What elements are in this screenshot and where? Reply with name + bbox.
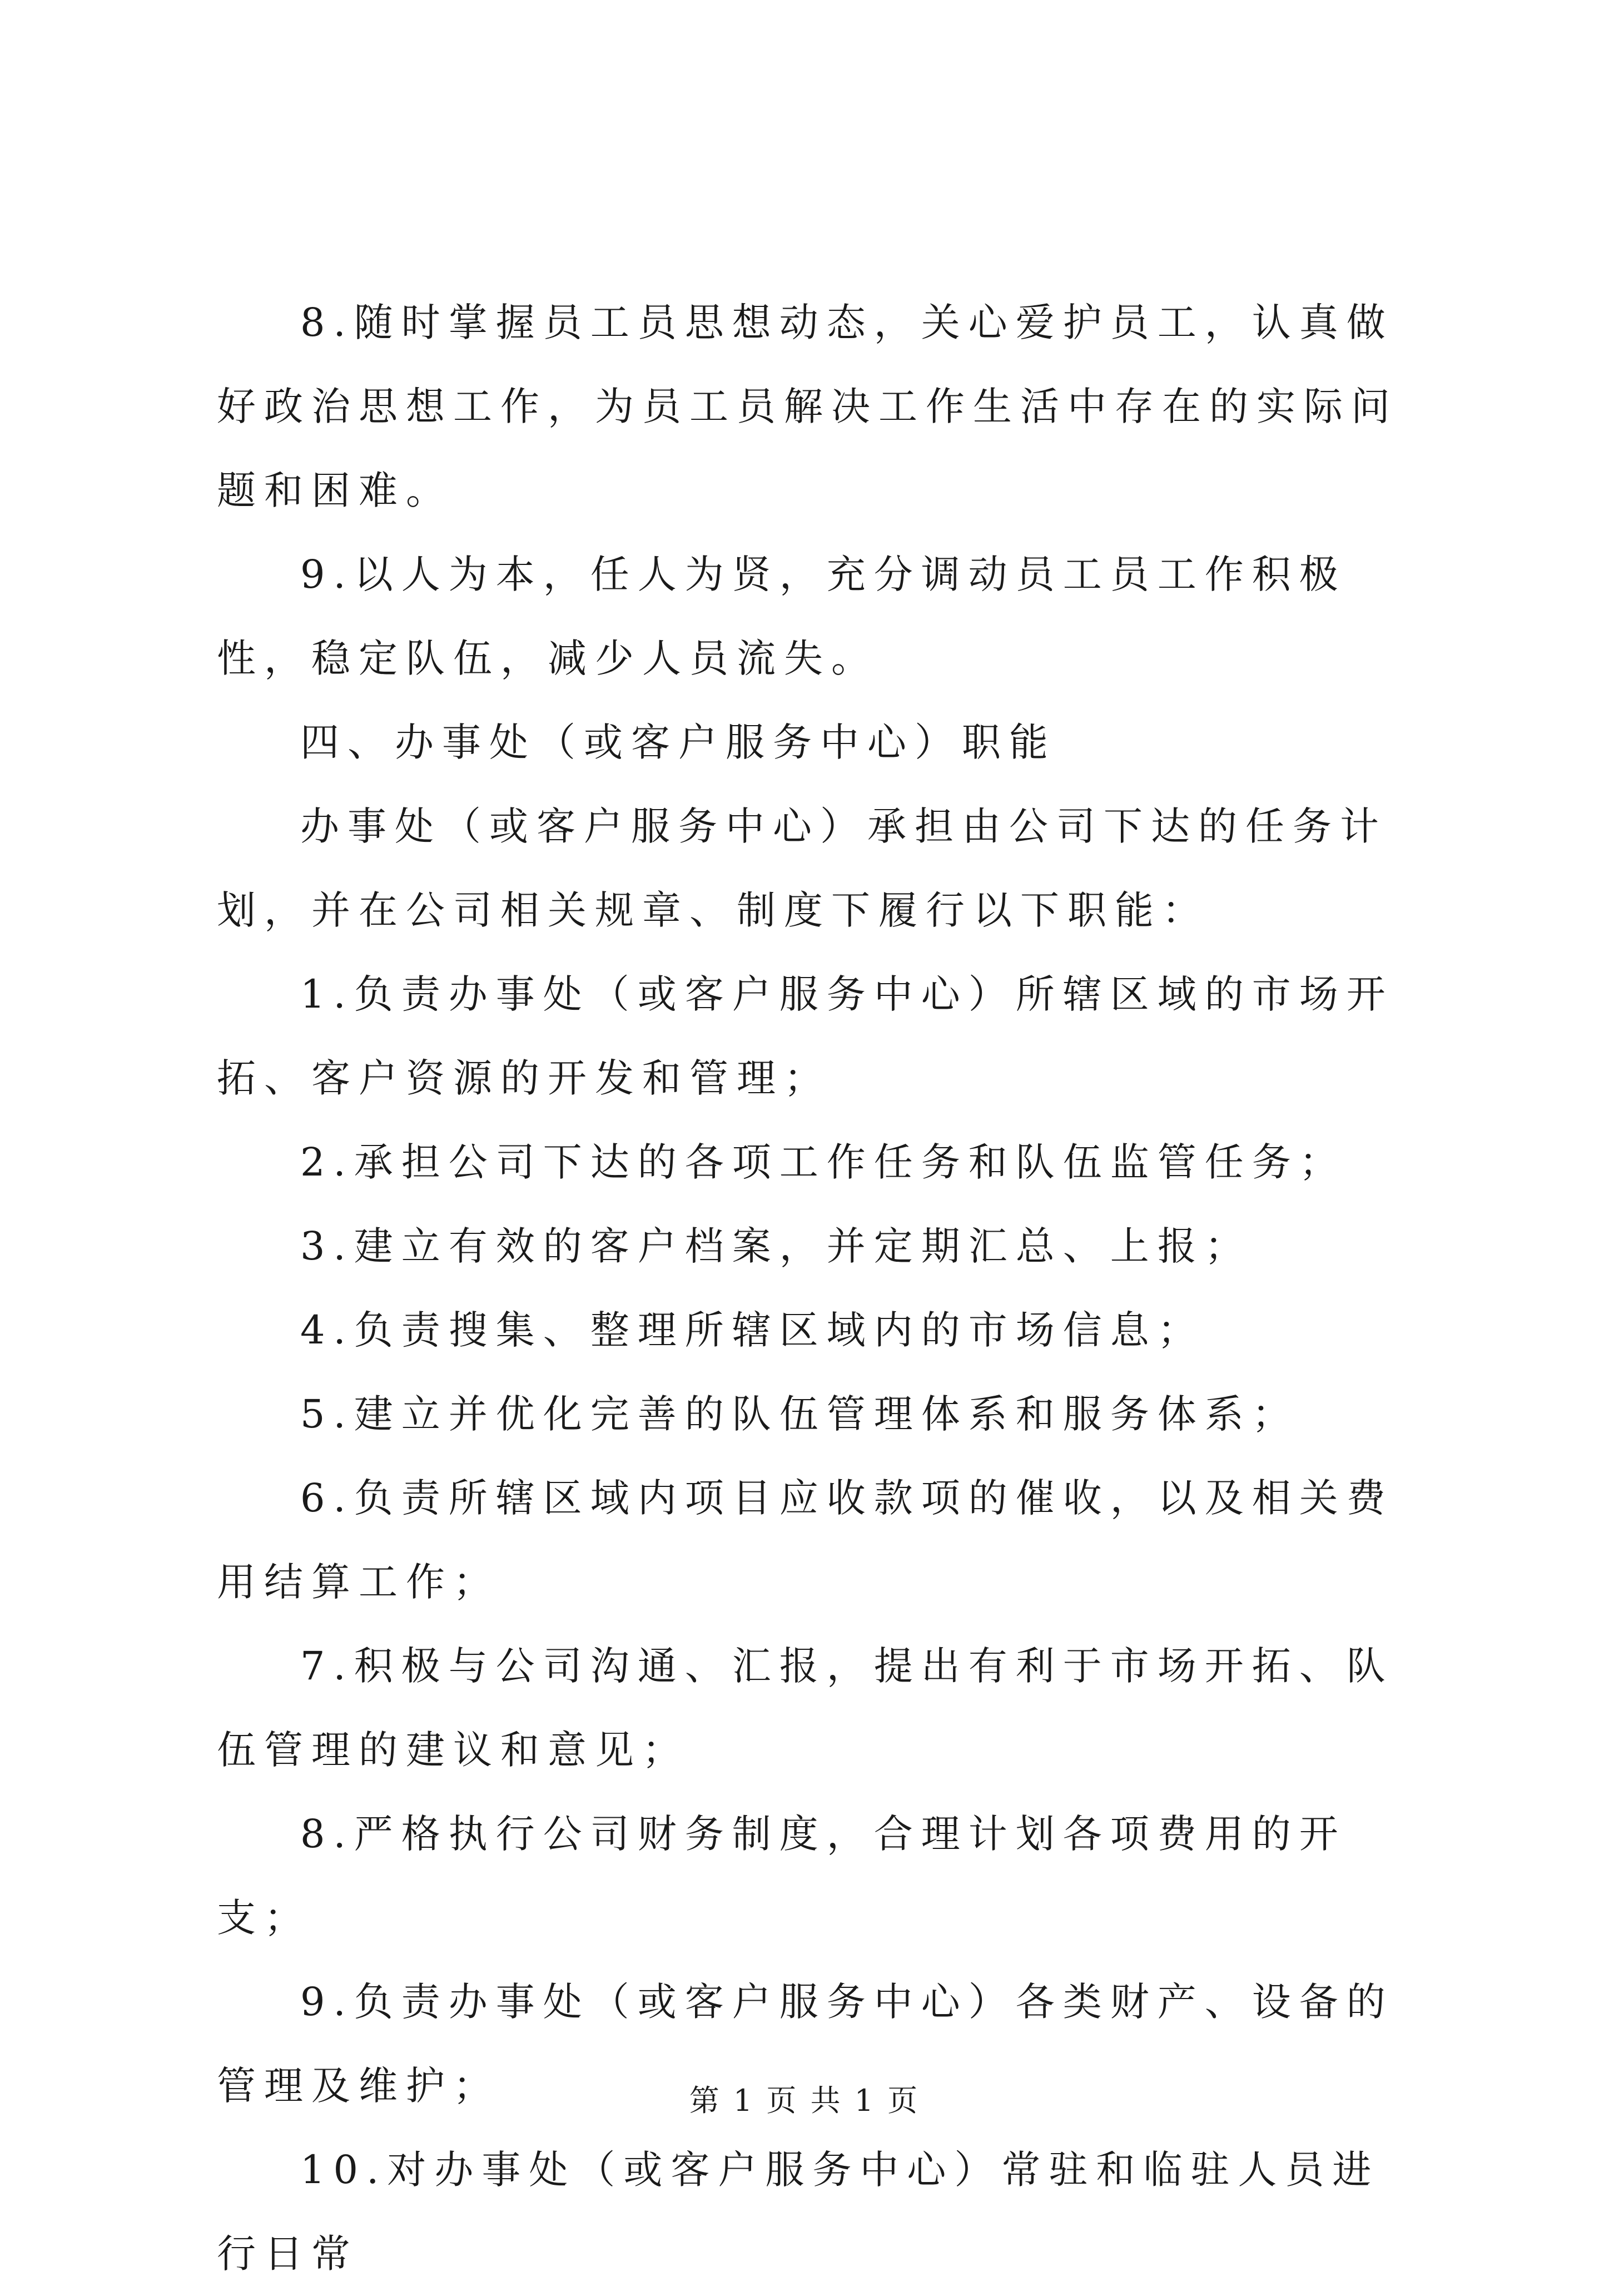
list-item-4: 4.负责搜集、整理所辖区域内的市场信息； (300, 1307, 1205, 1353)
paragraph-9-people-oriented: 9.以人为本，任人为贤，充分调动员工员工作积极性，稳定队伍，减少人员流失。 (217, 552, 1347, 681)
list-item-2: 2.承担公司下达的各项工作任务和队伍监管任务； (300, 1139, 1347, 1185)
list-item-5: 5.建立并优化完善的队伍管理体系和服务体系； (300, 1391, 1299, 1437)
paragraph-8-staff-care: 8.随时掌握员工员思想动态，关心爱护员工，认真做好政治思想工作，为员工员解决工作生活中存在的实际问题和困难。 (217, 300, 1398, 513)
list-item-6: 6.负责所辖区域内项目应收款项的催收，以及相关费用结算工作； (217, 1475, 1394, 1605)
list-item-8: 8.严格执行公司财务制度，合理计划各项费用的开支； (217, 1811, 1347, 1941)
list-item-10: 10.对办事处（或客户服务中心）常驻和临驻人员进行日常 (217, 2147, 1380, 2277)
page-number-footer: 第 1 页 共 1 页 (689, 2083, 920, 2118)
paragraph-office-intro: 办事处（或客户服务中心）承担由公司下达的任务计划，并在公司相关规章、制度下履行以下职能： (217, 804, 1387, 933)
section-heading-office-functions: 四、办事处（或客户服务中心）职能 (300, 720, 1056, 765)
document-body (217, 281, 1412, 2296)
list-item-3: 3.建立有效的客户档案，并定期汇总、上报； (300, 1223, 1252, 1269)
list-item-7: 7.积极与公司沟通、汇报，提出有利于市场开拓、队伍管理的建议和意见； (217, 1643, 1394, 1773)
list-item-9: 9.负责办事处（或客户服务中心）各类财产、设备的管理及维护； (217, 1979, 1394, 2109)
list-item-1: 1.负责办事处（或客户服务中心）所辖区域的市场开拓、客户资源的开发和管理； (217, 971, 1394, 1101)
